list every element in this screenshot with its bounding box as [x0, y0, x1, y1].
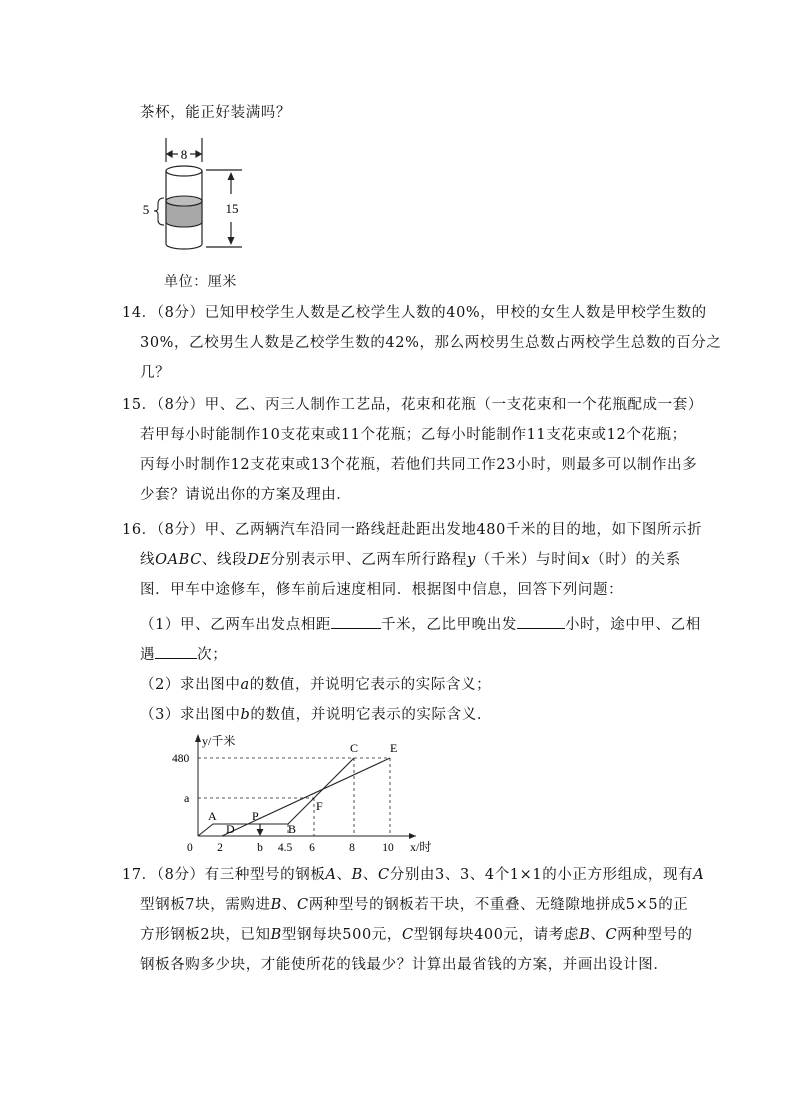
graph-x-tick: 2 — [217, 842, 223, 854]
q17-var: C — [605, 927, 618, 943]
graph-point-b: B — [288, 822, 297, 836]
q17-var: C — [378, 867, 390, 883]
q17-t: 、 — [336, 867, 352, 883]
q16-distance-time-graph — [140, 730, 440, 856]
q16-blank-3[interactable] — [155, 644, 197, 659]
graph-origin: 0 — [187, 842, 193, 854]
q17-var: B — [579, 927, 591, 943]
cylinder-height-label: 15 — [225, 201, 239, 216]
q17-t: 分别由3、3、4个1×1的小正方形组成，现有 — [389, 867, 694, 883]
q17-t: 两种型号的 — [617, 927, 693, 943]
q16-t: （千米）与时间 — [475, 552, 582, 568]
q17-var: A — [693, 867, 705, 883]
q16-part-1-cont — [140, 644, 227, 664]
q17-var: C — [297, 897, 309, 913]
q16-part-1 — [140, 614, 701, 634]
graph-point-e: E — [390, 741, 398, 755]
q15-text-1: 甲、乙、丙三人制作工艺品，花束和花瓶（一支花束和一个花瓶配成一套） — [204, 397, 703, 413]
q17-var: B — [270, 927, 282, 943]
graph-point-f: F — [316, 799, 323, 813]
q15-line-2: 若甲每小时能制作10支花束或11个花瓶；乙每小时能制作11支花束或12个花瓶； — [140, 427, 687, 443]
q16-line-2 — [140, 551, 681, 569]
q17-var: B — [270, 897, 282, 913]
q16-line-3: 图．甲车中途修车，修车前后速度相同．根据图中信息，回答下列问题： — [140, 582, 624, 598]
q16-de: DE — [247, 552, 271, 568]
q16-t: 分别表示甲、乙两车所行路程 — [270, 552, 467, 568]
graph-y-a: a — [184, 791, 190, 805]
q16-b-var: b — [240, 707, 251, 723]
q17-t: 、 — [281, 897, 297, 913]
graph-point-d: D — [226, 822, 235, 836]
q14-line-3: 几？ — [140, 365, 171, 381]
q16-oabc: OABC — [155, 552, 202, 568]
q15-line-4: 少套？请说出你的方案及理由． — [140, 487, 352, 503]
q16-line-1 — [122, 521, 702, 539]
graph-x-tick: 6 — [309, 842, 315, 854]
graph-point-c: C — [350, 741, 359, 755]
q17-line-2 — [140, 896, 688, 914]
q17-t: 、 — [590, 927, 606, 943]
q17-t: 、 — [362, 867, 379, 883]
cylinder-width-label: 8 — [180, 147, 188, 162]
q13-tail-text: 茶杯，能正好装满吗？ — [140, 105, 291, 121]
q16-p1-text: 小时，途中甲、乙相 — [564, 617, 701, 633]
q16-t: 、线段 — [201, 552, 248, 568]
cylinder-unit-label: 单位：厘米 — [164, 274, 237, 290]
q14-line-2: 30%，乙校男生人数是乙校学生数的42%，那么两校男生总数占两校学生总数的百分之 — [140, 335, 722, 351]
q16-p3-text: （3）求出图中 — [140, 707, 241, 723]
q16-p2-text: 的数值，并说明它表示的实际含义； — [249, 677, 492, 693]
q16-p1-text: 千米，乙比甲晚出发 — [381, 617, 517, 633]
q17-t: 两种型号的钢板若干块，不重叠、无缝隙地拼成5×5的正 — [308, 897, 689, 913]
q17-var: A — [325, 867, 337, 883]
q16-t: 线 — [140, 552, 156, 568]
graph-x-axis-label: x/时 — [410, 840, 432, 854]
q16-p1-text: 遇 — [140, 647, 156, 663]
q17-line-1 — [122, 866, 704, 884]
q16-p1-text: 次； — [197, 647, 228, 663]
graph-y-axis-label: y/千米 — [202, 734, 236, 748]
q16-p1-text: （1）甲、乙两车出发点相距 — [140, 617, 332, 633]
q16-p3-text: 的数值，并说明它表示的实际含义． — [250, 707, 492, 723]
q16-p2-text: （2）求出图中 — [140, 677, 241, 693]
q16-part-2 — [140, 676, 491, 694]
graph-point-a: A — [208, 809, 217, 823]
q15-score: （8分） — [156, 397, 205, 413]
q16-number: 16． — [122, 522, 157, 538]
q14-score: （8分） — [156, 305, 205, 321]
q16-part-3 — [140, 706, 492, 724]
q16-t: （时）的关系 — [590, 552, 681, 568]
q15-line-1 — [122, 396, 703, 414]
graph-x-tick: 4.5 — [277, 842, 293, 854]
q17-t: 型钢板7块，需购进 — [140, 897, 271, 913]
q17-var: B — [351, 867, 363, 883]
graph-point-p: P — [252, 809, 259, 823]
q16-y-var: y — [466, 552, 476, 568]
q17-line-4: 钢板各购多少块，才能使所花的钱最少？计算出最省钱的方案，并画出设计图． — [140, 957, 669, 973]
q16-blank-2[interactable] — [517, 614, 565, 629]
q14-line-1 — [122, 304, 707, 322]
q16-a-var: a — [240, 677, 250, 693]
q15-line-3: 丙每小时制作12支花束或13个花瓶，若他们共同工作23小时，则最多可以制作出多 — [140, 457, 698, 473]
cylinder-figure — [136, 134, 276, 260]
graph-y-480: 480 — [172, 753, 190, 765]
q14-text-1: 已知甲校学生人数是乙校学生人数的40%，甲校的女生人数是甲校学生数的 — [204, 305, 707, 321]
q16-x-var: x — [581, 552, 591, 568]
q17-line-3 — [140, 926, 693, 944]
q15-number: 15． — [122, 397, 157, 413]
cylinder-band-label: 5 — [142, 202, 150, 217]
graph-x-tick: 8 — [349, 842, 355, 854]
graph-x-tick: b — [257, 842, 263, 854]
q17-score: （8分） — [156, 867, 205, 883]
q16-text-1: 甲、乙两辆汽车沿同一路线赶赴距出发地480千米的目的地，如下图所示折 — [204, 522, 703, 538]
graph-x-tick: 10 — [382, 842, 394, 854]
q16-blank-1[interactable] — [331, 614, 381, 629]
q16-score: （8分） — [156, 522, 205, 538]
q17-t: 有三种型号的钢板 — [204, 867, 326, 883]
q17-t: 型钢每块400元，请考虑 — [413, 927, 580, 943]
q17-t: 方形钢板2块，已知 — [140, 927, 271, 943]
q17-var: C — [401, 927, 414, 943]
q17-number: 17． — [122, 867, 157, 883]
q17-t: 型钢每块500元， — [281, 927, 402, 943]
q14-number: 14． — [122, 305, 157, 321]
